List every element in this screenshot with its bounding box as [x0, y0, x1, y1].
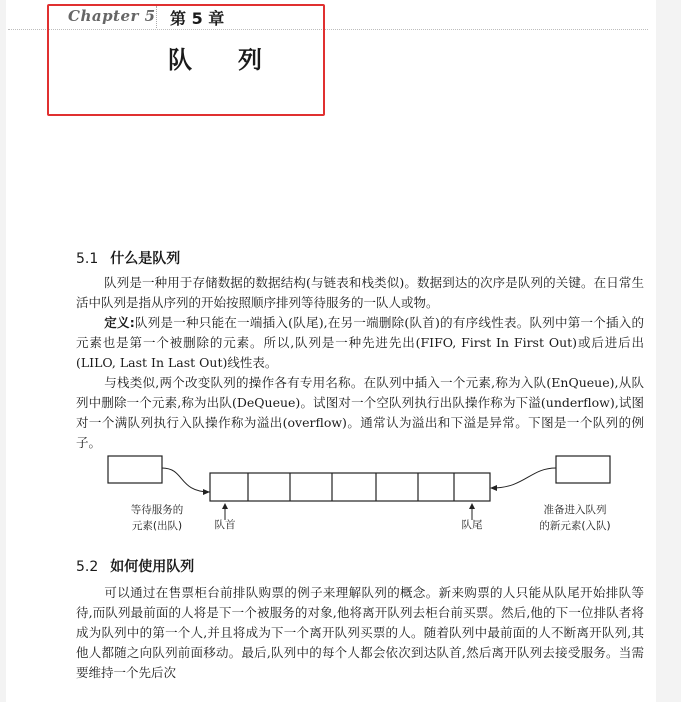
label-line: 准备进入队列	[543, 504, 607, 516]
diagram-label-dequeue	[112, 502, 202, 534]
diagram-label-enqueue	[525, 502, 625, 534]
definition-label: 定义:	[104, 315, 135, 330]
definition-paragraph	[76, 313, 644, 373]
dequeue-element-box	[108, 456, 162, 483]
chapter-title: 队列	[168, 46, 308, 74]
paragraph	[76, 273, 644, 313]
chapter-number: 第 5 章	[170, 9, 225, 28]
section-title-text: 什么是队列	[110, 251, 181, 267]
label-line: 元素(出队)	[131, 520, 183, 532]
label-line: 的新元素(入队)	[539, 520, 611, 532]
paragraph	[76, 583, 644, 683]
section-heading-5-2	[76, 556, 194, 576]
section-title-text: 如何使用队列	[110, 559, 195, 575]
paragraph-text: 与栈类似,两个改变队列的操作各有专用名称。在队列中插入一个元素,称为入队(EnQueue),从队列中删除一个元素,称为出队(DeQueue)。试图对一个空队列执行出队操作称为下溢(underflow),试图对一个满队列执行入队操作称为溢出(overflow)。通常认为溢出和下溢是异常。下图是一个队列的例子。	[76, 375, 644, 450]
chapter-english-label: Chapter 5	[68, 7, 156, 25]
enqueue-arrow	[492, 468, 556, 488]
dequeue-arrow	[162, 468, 210, 492]
section-heading-5-1	[76, 248, 180, 268]
selection-highlight-box	[47, 4, 325, 116]
paragraph-text: 可以通过在售票柜台前排队购票的例子来理解队列的概念。新来购票的人只能从队尾开始排队等待,而队列最前面的人将是下一个被服务的对象,他将离开队列去柜台前买票。然后,他的下一位排队者将成为队列中的第一个人,并且将成为下一个离开队列买票的人。随着队列中最前面的人不断离开队列,其他人都随之向队列前面移动。最后,队列中的每个人都会依次到达队首,然后离开队列去接受服务。当需要维持一个先后次	[76, 585, 644, 680]
diagram-label-front: 队首	[214, 519, 236, 531]
diagram-label-rear: 队尾	[461, 519, 483, 531]
queue-body	[210, 473, 490, 501]
paragraph-text: 队列是一种用于存储数据的数据结构(与链表和栈类似)。数据到达的次序是队列的关键。在日常生活中队列是指从序列的开始按照顺序排列等待服务的一队人或物。	[76, 275, 644, 310]
definition-text: 队列是一种只能在一端插入(队尾),在另一端删除(队首)的有序线性表。队列中第一个插入的元素也是第一个被删除的元素。所以,队列是一种先进先出(FIFO, First In First Out)或后进后出(LILO, Last In Last Out)线性表。	[76, 315, 645, 370]
section-number: 5.1	[76, 251, 99, 267]
label-line: 等待服务的	[130, 504, 184, 516]
paragraph	[76, 373, 644, 453]
enqueue-element-box	[556, 456, 610, 483]
section-number: 5.2	[76, 559, 99, 575]
